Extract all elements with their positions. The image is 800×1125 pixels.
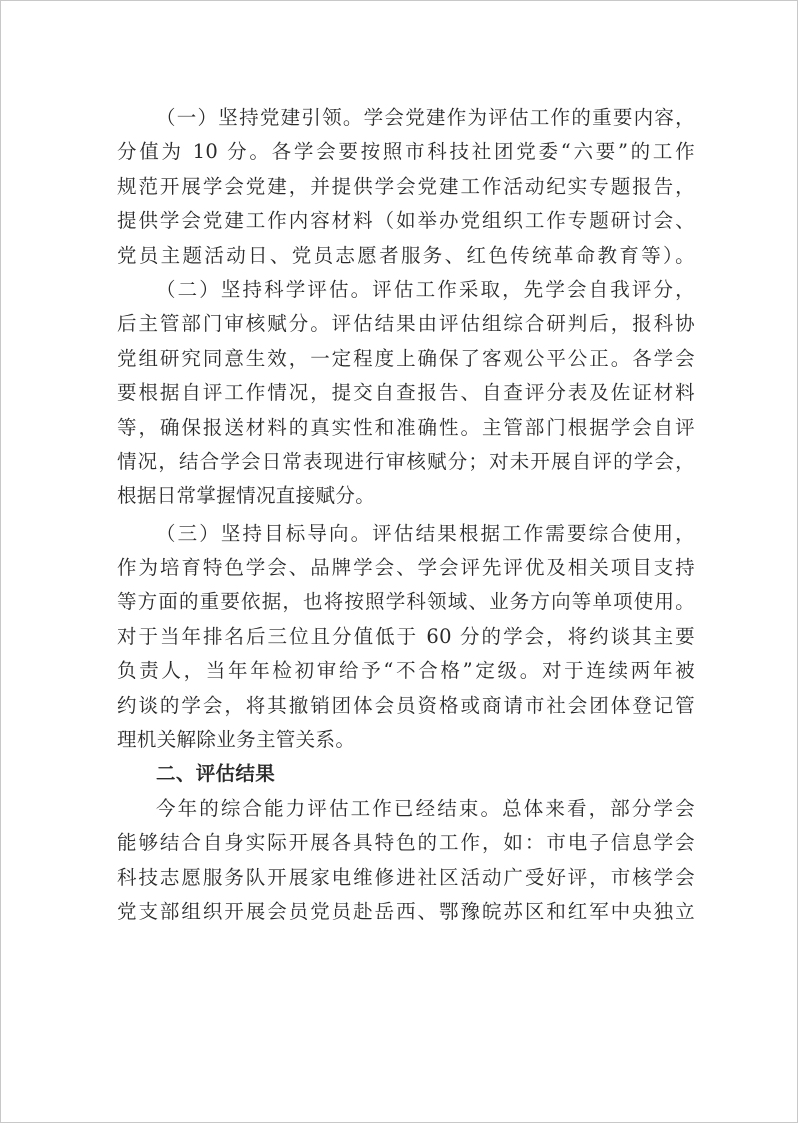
text-line: 情况，结合学会日常表现进行审核赋分；对未开展自评的学会， [117, 449, 695, 473]
section-heading: 二、评估结果 [156, 762, 276, 786]
text-line: 作为培育特色学会、品牌学会、学会评先评优及相关项目支持 [117, 556, 695, 580]
paragraph-scientific-evaluation [117, 273, 695, 514]
paragraph-goal-orientation [117, 517, 695, 758]
text-line: 根据日常掌握情况直接赋分。 [117, 484, 376, 508]
text-line: 党组研究同意生效，一定程度上确保了客观公平公正。各学会 [117, 346, 695, 370]
text-line: 负责人，当年年检初审给予“不合格”定级。对于连续两年被 [117, 659, 695, 683]
text-line: 党员主题活动日、党员志愿者服务、红色传统革命教育等）。 [117, 243, 695, 267]
text-line: 分值为 10 分。各学会要按照市科技社团党委“六要”的工作 [117, 140, 695, 164]
text-line: （三）坚持目标导向。评估结果根据工作需要综合使用， [156, 521, 695, 545]
text-line: 后主管部门审核赋分。评估结果由评估组综合研判后，报科协 [117, 312, 695, 336]
text-line: 对于当年排名后三位且分值低于 60 分的学会，将约谈其主要 [117, 624, 695, 648]
text-line: 等，确保报送材料的真实性和准确性。主管部门根据学会自评 [117, 415, 695, 439]
text-line: 提供学会党建工作内容材料（如举办党组织工作专题研讨会、 [117, 209, 695, 233]
text-line: 理机关解除业务主管关系。 [117, 728, 356, 752]
text-line: 要根据自评工作情况，提交自查报告、自查评分表及佐证材料 [117, 381, 695, 405]
text-line: （二）坚持科学评估。评估工作采取，先学会自我评分， [156, 277, 695, 301]
text-line: 能够结合自身实际开展各具特色的工作，如：市电子信息学会 [117, 831, 695, 855]
paragraph-party-building [117, 101, 695, 273]
text-line: 今年的综合能力评估工作已经结束。总体来看，部分学会 [156, 796, 695, 820]
text-line: 科技志愿服务队开展家电维修进社区活动广受好评，市核学会 [117, 865, 695, 889]
text-line: 党支部组织开展会员党员赴岳西、鄂豫皖苏区和红军中央独立 [117, 899, 695, 923]
paragraph-results [117, 792, 695, 930]
text-line: 约谈的学会，将其撤销团体会员资格或商请市社会团体登记管 [117, 693, 695, 717]
text-line: （一）坚持党建引领。学会党建作为评估工作的重要内容， [156, 106, 695, 129]
text-line: 规范开展学会党建，并提供学会党建工作活动纪实专题报告， [117, 174, 695, 198]
document-body [117, 101, 695, 929]
text-line: 等方面的重要依据，也将按照学科领域、业务方向等单项使用。 [117, 590, 695, 614]
